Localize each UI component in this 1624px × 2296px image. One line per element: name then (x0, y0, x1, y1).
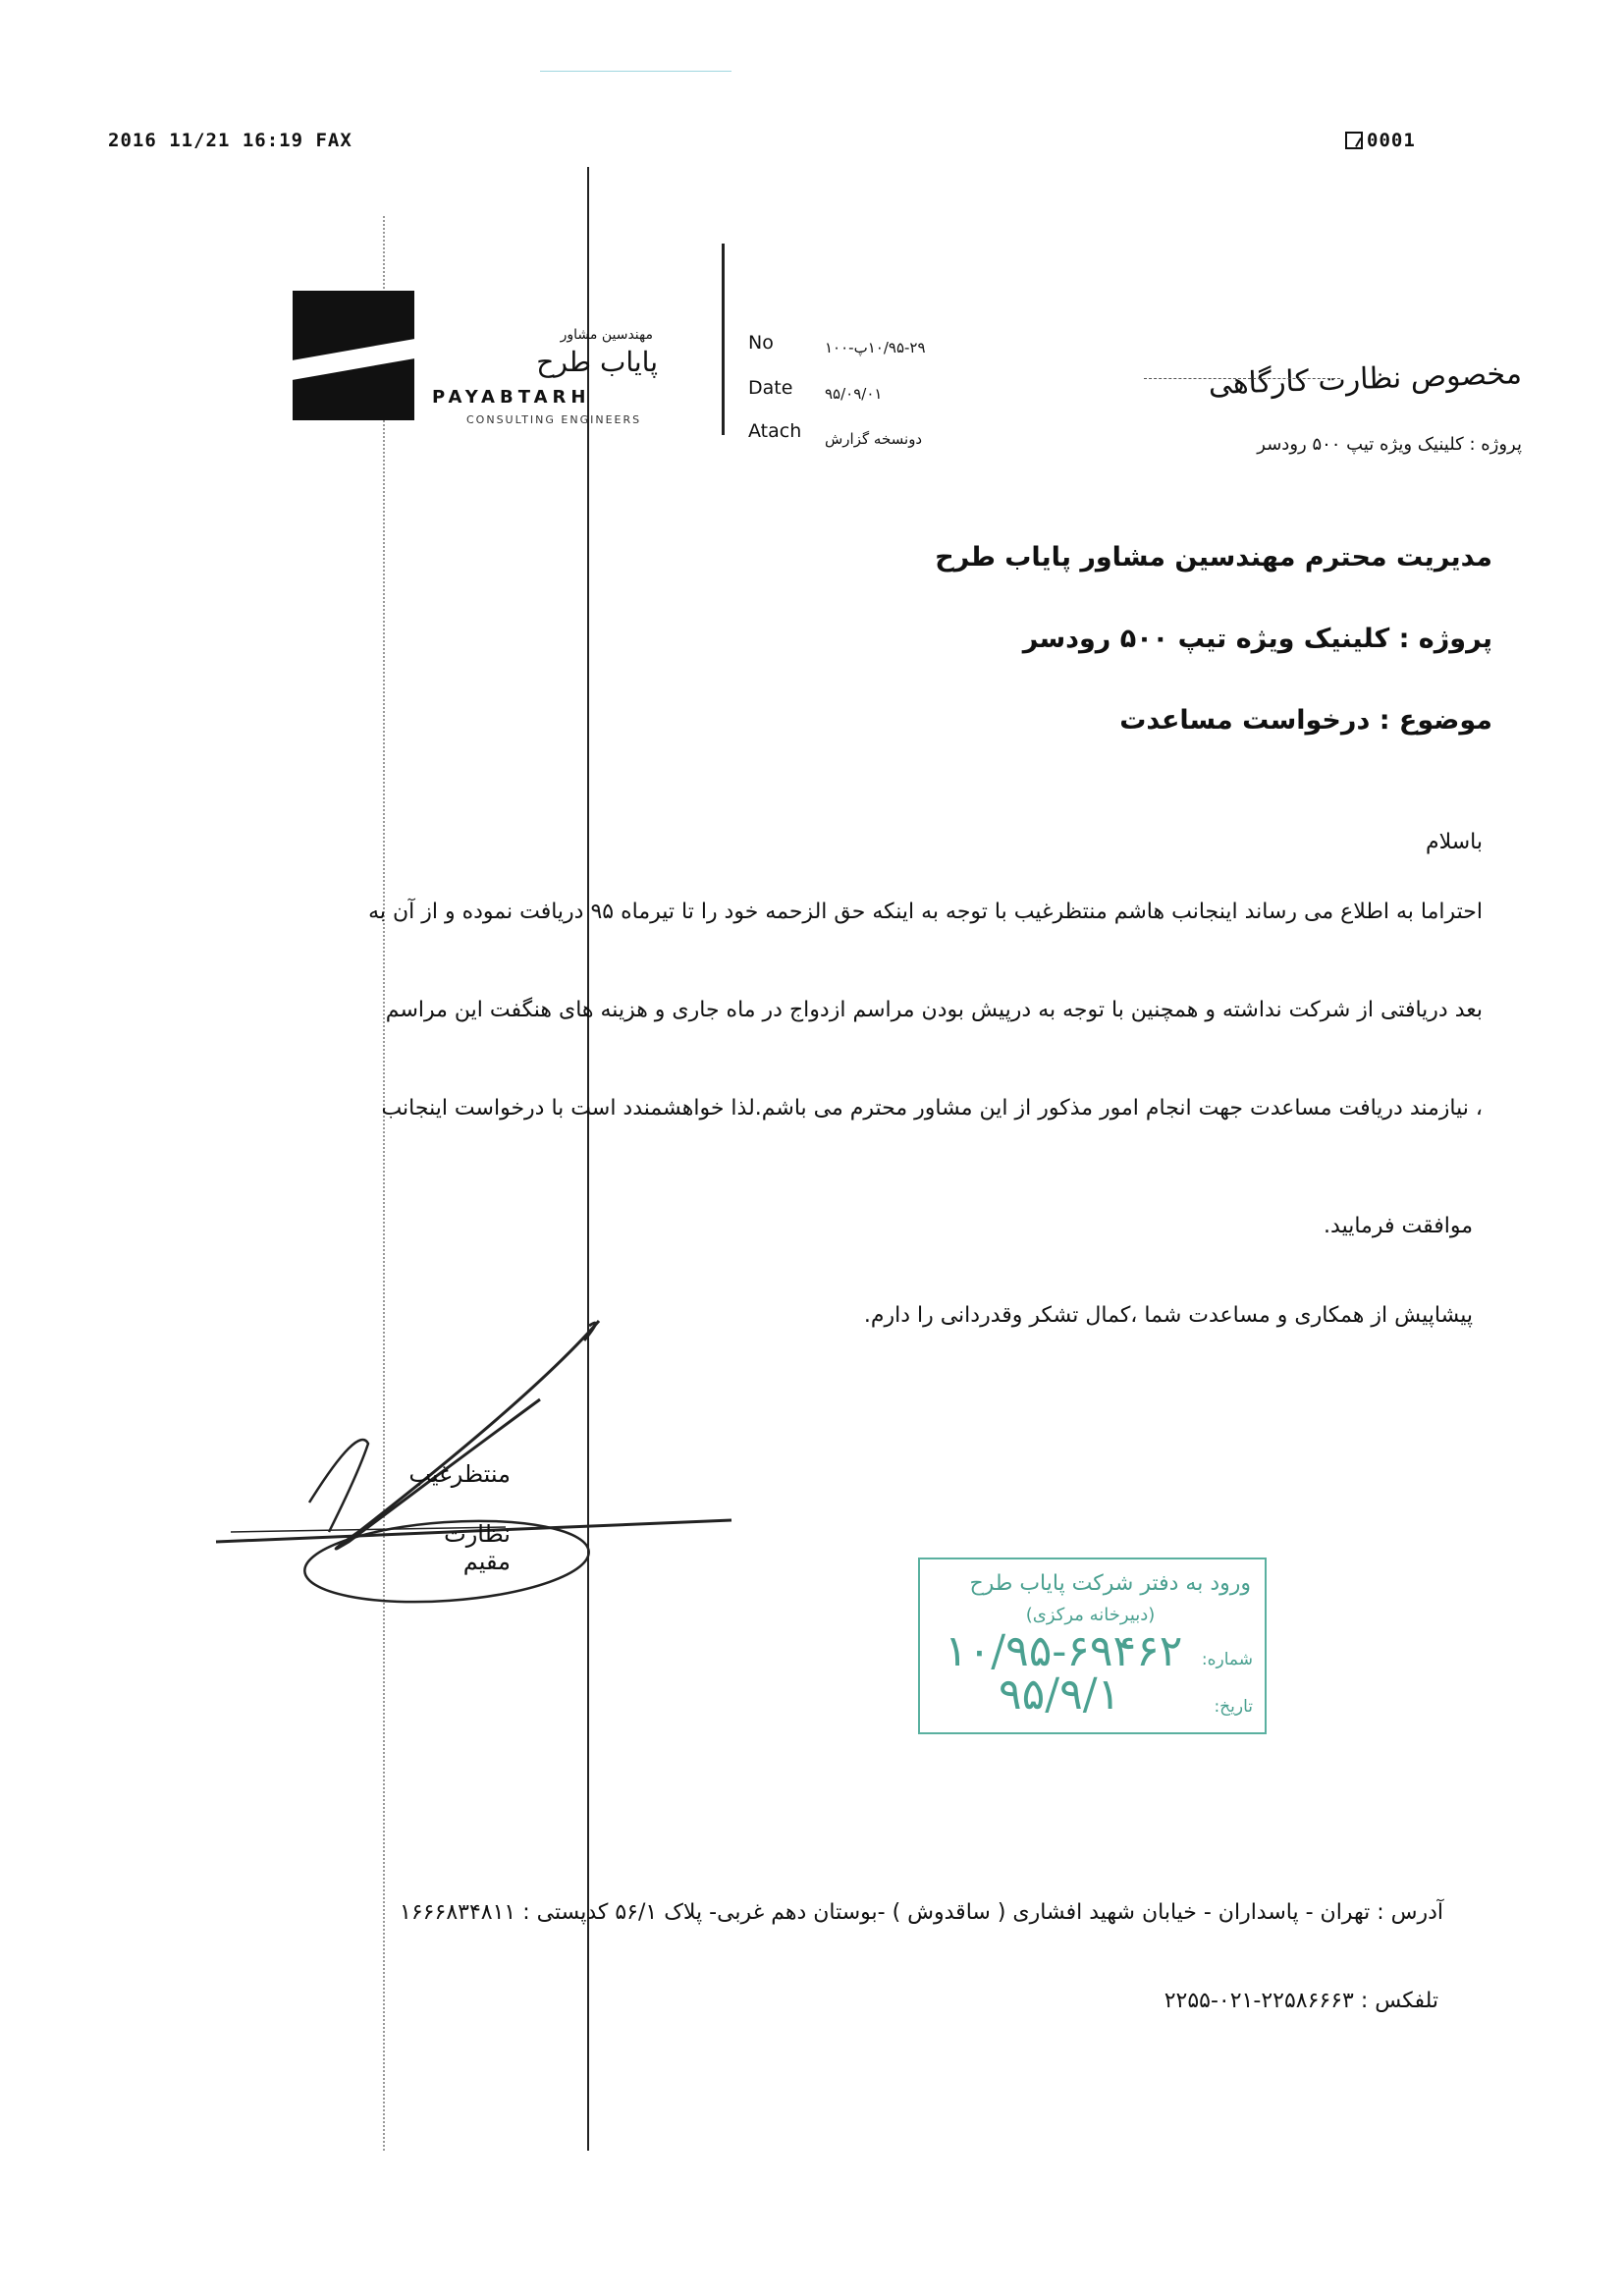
firm-name-persian: پایاب طرح (536, 346, 658, 378)
date-value: ۹۵/۰۹/۰۱ (825, 385, 883, 403)
scan-dotted-margin (383, 216, 385, 2151)
fax-page-number (1345, 130, 1416, 151)
greeting: باسلام (1425, 830, 1483, 854)
subject-line: موضوع : درخواست مساعدت (1119, 705, 1492, 736)
body-line-3: ، نیازمند دریافت مساعدت جهت انجام امور مذکور از این مشاور محترم می باشم.لذا خواهشمندد است با درخواست اینجانب (381, 1096, 1483, 1121)
stamp-date-label: تاریخ: (1214, 1697, 1253, 1717)
date-label: Date (748, 377, 793, 399)
no-value: ۱۰/۹۵-۲۹پ-۱۰۰ (825, 339, 926, 356)
attach-value: دونسخه گزارش (825, 430, 923, 448)
firm-label-small: مهندسین مشاور (560, 327, 653, 343)
stamp-number-label: شماره: (1201, 1650, 1253, 1669)
stamp-title: ورود به دفتر شرکت پایاب طرح (969, 1571, 1251, 1596)
stamp-subtitle: (دبیرخانه مرکزی) (1025, 1605, 1156, 1625)
closing-line: پیشاپیش از همکاری و مساعدت شما ،کمال تشکر وقدردانی را دارم. (863, 1303, 1473, 1328)
scan-artifact-line (540, 71, 731, 72)
checkbox-icon (1345, 132, 1363, 149)
footer-address: آدرس : تهران - پاسداران - خیابان شهید افشاری ( ساقدوش ) -بوستان دهم غربی- پلاک ۵۶/۱ کدپستی : ۱۶۶۶۸۳۴۸۱۱ (400, 1900, 1443, 1925)
company-logo (293, 291, 414, 420)
special-notice-underline (1144, 378, 1340, 379)
letterhead-divider (722, 244, 725, 435)
fax-scan-line (587, 167, 589, 2151)
body-line-1: احتراما به اطلاع می رساند اینجانب هاشم منتظرغیب با توجه به اینکه حق الزحمه خود را تا تیرماه ۹۵ دریافت نموده و از آن به (368, 900, 1483, 924)
signatory-name: منتظرغیب (408, 1460, 511, 1488)
fax-page-value: 0001 (1367, 130, 1416, 151)
receipt-stamp (918, 1558, 1267, 1734)
signatory-title: نظارت مقیم (444, 1520, 511, 1575)
firm-name-english: PAYABTARH (432, 387, 591, 408)
no-label: No (748, 332, 774, 354)
project-title: پروژه : کلینیک ویژه تیپ ۵۰۰ رودسر (1022, 624, 1492, 654)
stamp-date-value: ۹۵/۹/۱ (999, 1669, 1121, 1720)
body-line-4: موافقت فرمایید. (1324, 1214, 1473, 1238)
addressee: مدیریت محترم مهندسین مشاور پایاب طرح (935, 542, 1492, 573)
fax-timestamp: 2016 11/21 16:19 FAX (108, 130, 352, 151)
firm-subtitle: CONSULTING ENGINEERS (466, 413, 642, 426)
stamp-number-value: ۱۰/۹۵-۶۹۴۶۲ (945, 1626, 1183, 1676)
special-notice: مخصوص نظارت کارگاهی (1208, 356, 1523, 403)
body-line-2: بعد دریافتی از شرکت نداشته و همچنین با توجه به درپیش بودن مراسم ازدواج در ماه جاری و هزینه های هنگفت این مراسم (385, 998, 1483, 1022)
project-header-small: پروژه : کلینیک ویژه تیپ ۵۰۰ رودسر (1257, 434, 1522, 455)
attach-label: Atach (748, 420, 802, 442)
footer-telefax: تلفکس : ۲۲۵۸۶۶۶۳-۰۲۱-۲۲۵۵ (1164, 1989, 1438, 2013)
